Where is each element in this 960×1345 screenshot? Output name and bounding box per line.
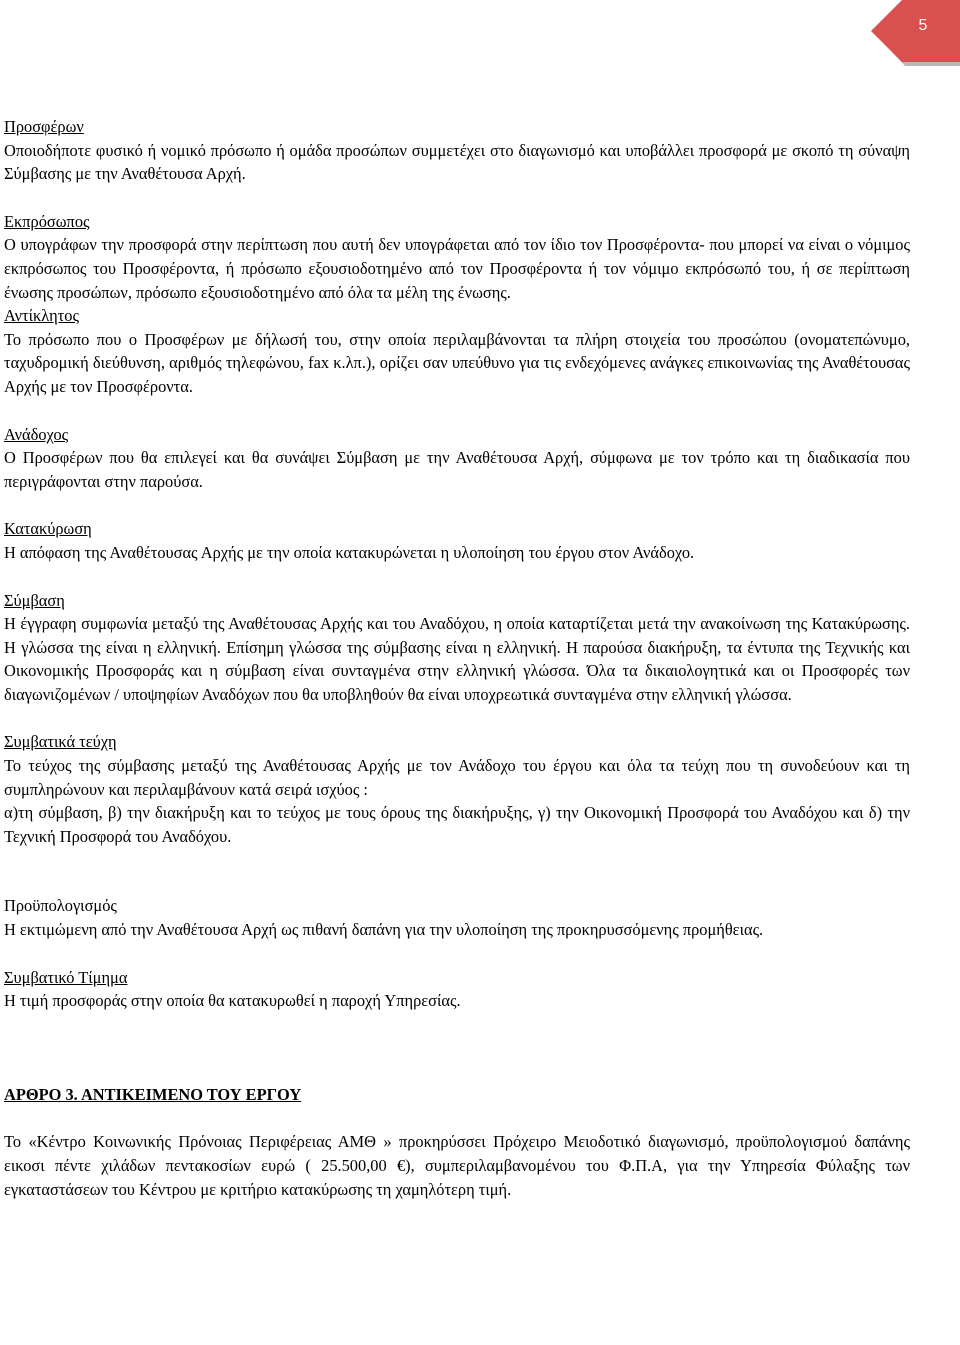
section-text: Ο υπογράφων την προσφορά στην περίπτωση που αυτή δεν υπογράφεται από τον ίδιο τον Προσφέροντα- που μπορεί να είναι ο νόμιμος εκπρόσωπος του Προσφέροντα, ή πρόσωπο εξουσιοδοτημένο από τον Προσφέροντα ή τον νόμιμο εκπρόσωπό του, ή σε περίπτωση ένωσης προσώπων, πρόσωπο εξουσιοδοτημένο από όλα τα μέλη της ένωσης.: [4, 235, 910, 302]
section-text: Η εκτιμώμενη από την Αναθέτουσα Αρχή ως πιθανή δαπάνη για την υλοποίηση της προκηρυσσόμενης προμήθειας.: [4, 920, 764, 940]
section-heading: Συμβατικό Τίμημα: [4, 967, 128, 987]
section-text: Η απόφαση της Αναθέτουσας Αρχής με την οποία κατακυρώνεται η υλοποίηση του έργου στον Ανάδοχο.: [4, 542, 695, 562]
section-text: Το πρόσωπο που ο Προσφέρων με δήλωσή του, στην οποία περιλαμβάνονται τα πλήρη στοιχεία του προσώπου (ονοματεπώνυμο, ταχυδρομική διεύθυνση, αριθμός τηλεφώνου, fax κ.λπ.), ορίζει σαν υπεύθυνο για τις ενδεχόμενες ανάγκες επικοινωνίας της Αναθέτουσας Αρχής με τον Προσφέροντα.: [4, 329, 910, 396]
section-text: Το τεύχος της σύμβασης μεταξύ της Αναθέτουσας Αρχής με τον Ανάδοχο του έργου και όλα τα τεύχη που τη συνοδεύουν και τη συμπληρώνουν και περιλαμβάνουν κατά σειρά ισχύος :: [4, 756, 910, 799]
section-heading: Συμβατικά τεύχη: [4, 732, 117, 752]
section-text: Οποιοδήποτε φυσικό ή νομικό πρόσωπο ή ομάδα προσώπων συμμετέχει στο διαγωνισμό και υποβάλλει προσφορά με σκοπό τη σύναψη Σύμβασης με την Αναθέτουσα Αρχή.: [4, 140, 910, 184]
section-heading: Ανάδοχος: [4, 424, 69, 444]
section-proypologismos: [4, 894, 910, 941]
section-text: Η τιμή προσφοράς στην οποία θα κατακυρωθεί η παροχή Υπηρεσίας.: [4, 991, 461, 1011]
section-heading: Σύμβαση: [4, 590, 65, 610]
section-heading: Εκπρόσωπος: [4, 211, 90, 231]
page-number: 5: [918, 17, 928, 34]
section-antikletos: [4, 304, 910, 398]
section-heading: Προϋπολογισμός: [4, 896, 117, 916]
section-heading: Προσφέρων: [4, 117, 84, 136]
section-text-list: α)τη σύμβαση, β) την διακήρυξη και το τεύχος με τους όρους της διακήρυξης, γ) την Οικονομική Προσφορά του Αναδόχου και δ) την Τεχνική Προσφορά του Αναδόχου.: [4, 803, 910, 846]
article-text: Το «Κέντρο Κοινωνικής Πρόνοιας Περιφέρειας ΑΜΘ » προκηρύσσει Πρόχειρο Μειοδοτικό διαγωνισμό, προϋπολογισμού δαπάνης εικοσι πέντε χιλάδων πεντακοσίων ευρώ ( 25.500,00 €), συμπεριλαμβανομένου του Φ.Π.Α, για την Υπηρεσία Φύλαξης των εγκαταστάσεων του Κέντρου με κριτήριο κατακύρωσης τη χαμηλότερη τιμή.: [4, 1132, 910, 1199]
section-text: Ο Προσφέρων που θα επιλεγεί και θα συνάψει Σύμβαση με την Αναθέτουσα Αρχή, σύμφωνα με τον τρόπο και τη διαδικασία που περιγράφονται στην παρούσα.: [4, 448, 910, 491]
document-body: [4, 115, 910, 1201]
section-prosferon: [4, 115, 910, 186]
section-katakyrosi: [4, 517, 910, 564]
section-symvasi: [4, 589, 910, 707]
section-heading: Αντίκλητος: [4, 306, 79, 326]
section-symvatika-teuxi: [4, 730, 910, 848]
section-heading: Κατακύρωση: [4, 519, 92, 539]
section-text: Η έγγραφη συμφωνία μεταξύ της Αναθέτουσας Αρχής και του Αναδόχου, η οποία καταρτίζεται μετά την ανακοίνωση της Κατακύρωσης. Η γλώσσα της είναι η ελληνική. Επίσημη γλώσσα της σύμβασης είναι η ελληνική. Η παρούσα διακήρυξη, τα έντυπα της Τεχνικής και Οικονομικής Προσφοράς και η σύμβαση είναι συνταγμένα στην ελληνική γλώσσα. Όλα τα δικαιολογητικά και οι Προσφορές των διαγωνιζομένων / υποψηφίων Αναδόχων που θα υποβληθούν θα είναι υποχρεωτικά συνταγμένα στην ελληνική γλώσσα.: [4, 614, 910, 704]
article-title: ΑΡΘΡΟ 3. ΑΝΤΙΚΕΙΜΕΝΟ ΤΟΥ ΕΡΓΟΥ: [4, 1084, 302, 1104]
section-symvatiko-timima: [4, 966, 910, 1013]
section-ekprosopos: [4, 210, 910, 304]
section-anadochos: [4, 423, 910, 494]
article-3: [4, 1083, 910, 1201]
